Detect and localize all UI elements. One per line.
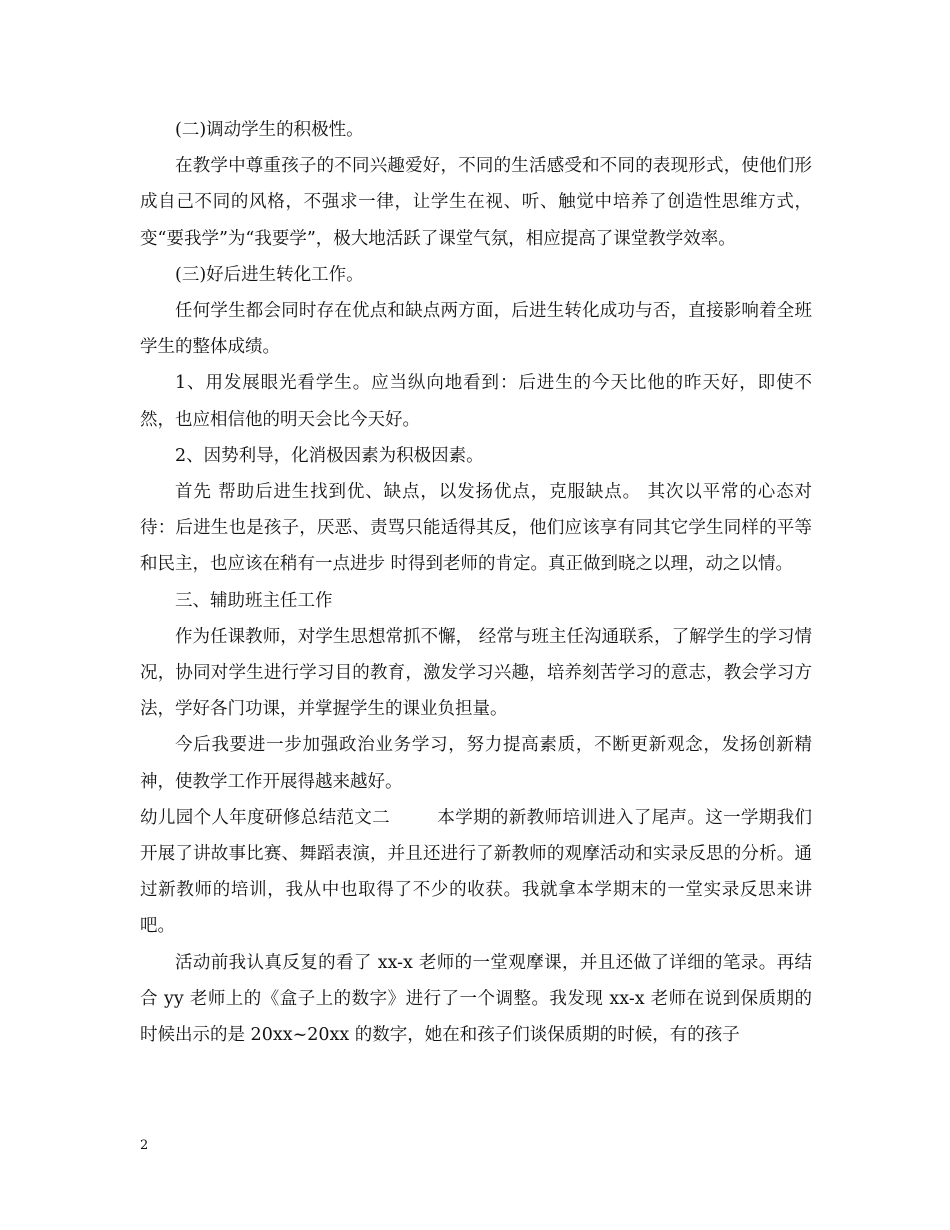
paragraph: 在教学中尊重孩子的不同兴趣爱好，不同的生活感受和不同的表现形式，使他们形成自己不同的风格，不强求一律，让学生在视、听、触觉中培养了创造性思维方式，变“要我学”为“我要学”，极大地活跃了课堂气氛，相应提高了课堂教学效率。 [140, 156, 812, 249]
list-item-1: 1、用发展眼光看学生。应当纵向地看到：后进生的今天比他的昨天好，即使不然，也应相信他的明天会比今天好。 [140, 373, 812, 430]
section-heading-three: 三、辅助班主任工作 [175, 590, 333, 611]
page-number: 2 [140, 1138, 149, 1153]
article-title-paragraph: 幼儿园个人年度研修总结范文二 本学期的新教师培训进入了尾声。这一学期我们开展了讲故事比赛、舞蹈表演，并且还进行了新教师的观摩活动和实录反思的分析。通过新教师的培训，我从中也取得了不少的收获。我就拿本学期末的一堂实录反思来讲吧。 [140, 807, 812, 937]
section-heading-3: (三)好后进生转化工作。 [175, 264, 364, 285]
document-body [140, 112, 812, 1053]
paragraph: 今后我要进一步加强政治业务学习，努力提高素质，不断更新观念，发扬创新精神，使教学工作开展得越来越好。 [140, 735, 812, 792]
paragraph: 活动前我认真反复的看了 xx-x 老师的一堂观摩课，并且还做了详细的笔录。再结合 yy 老师上的《盒子上的数字》进行了一个调整。我发现 xx-x 老师在说到保质期的时候出示的是 20xx~20xx 的数字，她在和孩子们谈保质期的时候，有的孩子 [140, 952, 812, 1046]
paragraph: 作为任课教师，对学生思想常抓不懈， 经常与班主任沟通联系，了解学生的学习情况，协同对学生进行学习目的教育，激发学习兴趣，培养刻苦学习的意志，教会学习方法，学好各门功课，并掌握学生的课业负担量。 [140, 626, 812, 720]
section-heading-2: (二)调动学生的积极性。 [175, 120, 364, 140]
paragraph: 首先 帮助后进生找到优、缺点，以发扬优点，克服缺点。 其次以平常的心态对待：后进生也是孩子，厌恶、责骂只能适得其反，他们应该享有同其它学生同样的平等和民主，也应该在稍有一点进步 时得到老师的肯定。真正做到晓之以理，动之以情。 [140, 482, 812, 575]
paragraph: 任何学生都会同时存在优点和缺点两方面，后进生转化成功与否，直接影响着全班学生的整体成绩。 [140, 301, 812, 358]
list-item-2: 2、因势利导，化消极因素为积极因素。 [175, 445, 484, 466]
